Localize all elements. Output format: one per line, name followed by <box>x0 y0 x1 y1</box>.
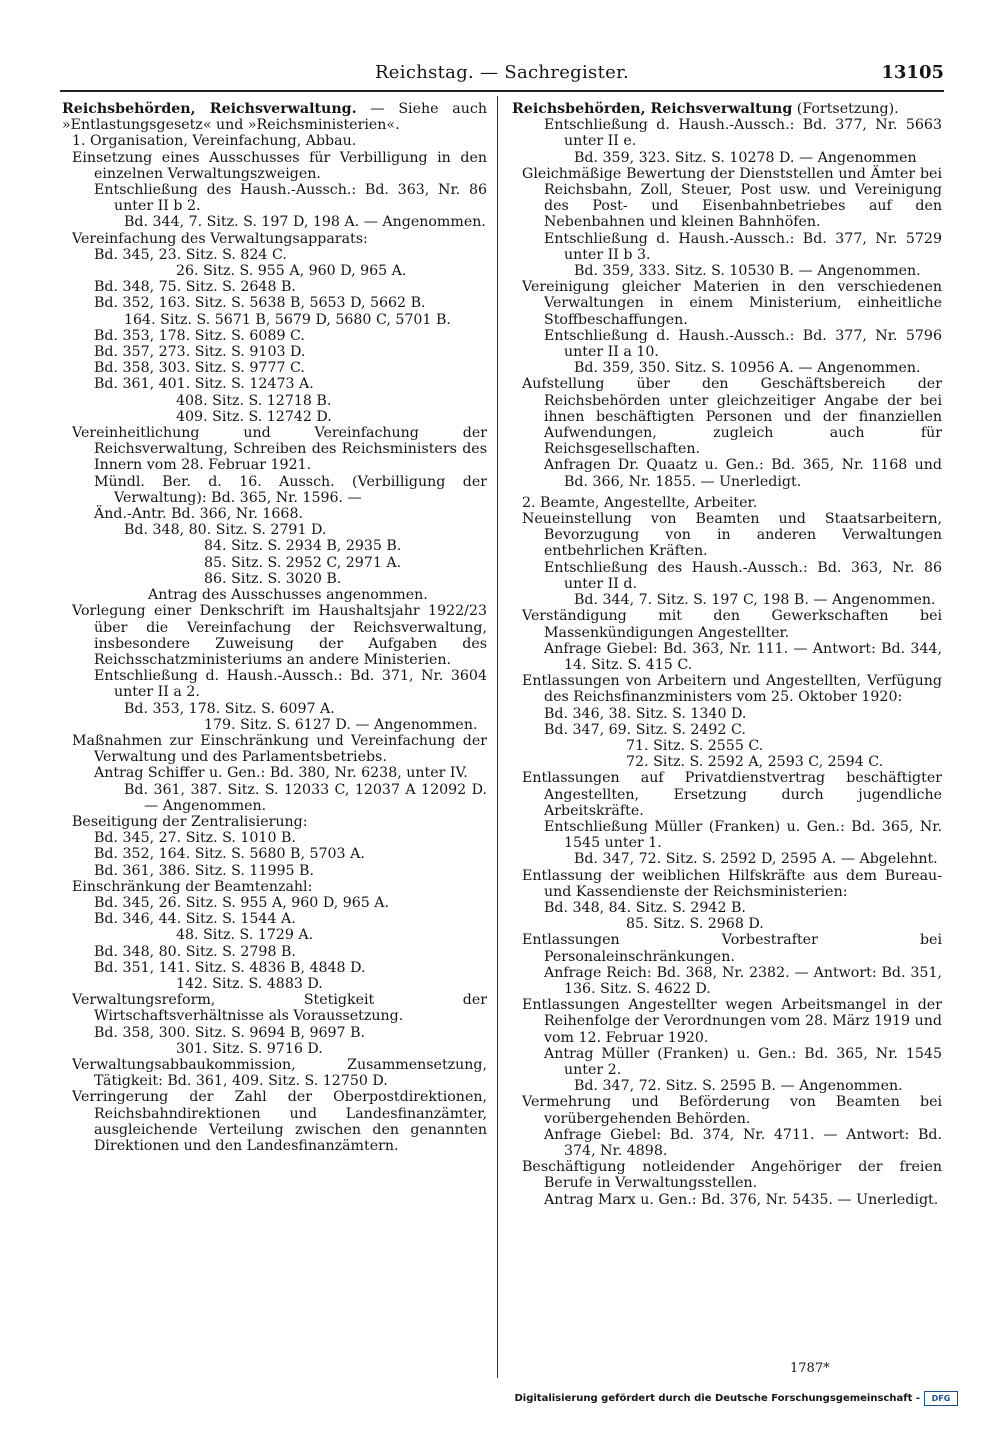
entry-text: Vereinfachung des Verwaltungsapparats: <box>72 230 368 247</box>
entry-text: Bd. 358, 303. Sitz. S. 9777 C. <box>94 360 305 377</box>
index-entry <box>62 879 487 895</box>
index-entry <box>62 846 487 862</box>
entry-text: Entlassungen von Arbeitern und Angestellten, Verfügung des Reichsfinanzministers vom 25. Oktober 1920: <box>522 673 942 706</box>
index-entry <box>62 1089 487 1154</box>
entry-text: Entschließung des Haush.-Aussch.: Bd. 363, Nr. 86 unter II b 2. <box>94 182 487 215</box>
entry-text: Bd. 359, 333. Sitz. S. 10530 B. — Angenommen. <box>574 263 921 280</box>
entry-text: Bd. 359, 350. Sitz. S. 10956 A. — Angenommen. <box>574 360 921 377</box>
index-entry <box>62 344 487 360</box>
entry-text: 2. Beamte, Angestellte, Arbeiter. <box>522 494 758 511</box>
index-entry <box>512 738 942 754</box>
entry-text: Antrag des Ausschusses angenommen. <box>148 587 428 604</box>
index-entry <box>62 668 487 700</box>
sheet-signature: 1787* <box>790 1361 830 1376</box>
index-entry <box>62 911 487 927</box>
entry-text: Bd. 345, 27. Sitz. S. 1010 B. <box>94 830 296 847</box>
digitization-credit <box>514 1391 958 1406</box>
index-entry <box>62 830 487 846</box>
entry-text: Bd. 353, 178. Sitz. S. 6089 C. <box>94 327 305 344</box>
page-number: 13105 <box>881 62 944 83</box>
column-divider <box>497 96 498 1378</box>
entry-text: Bd. 348, 80. Sitz. S. 2798 B. <box>94 943 296 960</box>
index-entry <box>62 976 487 992</box>
credit-text: Digitalisierung gefördert durch die Deutsche Forschungsgemeinschaft - <box>514 1393 920 1404</box>
index-entry <box>62 1041 487 1057</box>
index-entry <box>62 863 487 879</box>
entry-text: Beschäftigung notleidender Angehöriger der freien Berufe in Verwaltungsstellen. <box>522 1159 942 1192</box>
index-entry <box>512 560 942 592</box>
entry-text: Bd. 345, 26. Sitz. S. 955 A, 960 D, 965 A. <box>94 894 390 911</box>
entry-text: Vorlegung einer Denkschrift im Haushaltsjahr 1922/23 über die Vereinfachung der Reichsverwaltung, insbesondere Zuweisung der Aufgaben des Reichsschatzministeriums an andere Ministerien. <box>72 603 487 668</box>
index-entry <box>62 263 487 279</box>
index-entry <box>512 328 942 360</box>
entry-text: Entschließung d. Haush.-Aussch.: Bd. 377, Nr. 5663 unter II e. <box>544 117 942 150</box>
entry-text: Bd. 358, 300. Sitz. S. 9694 B, 9697 B. <box>94 1024 366 1041</box>
index-entry <box>512 1192 942 1208</box>
entry-text: Verwaltungsabbaukommission, Zusammensetzung, Tätigkeit: Bd. 361, 409. Sitz. S. 12750 D. <box>72 1056 487 1090</box>
entry-text: Mündl. Ber. d. 16. Aussch. (Verbilligung der Verwaltung): Bd. 365, Nr. 1596. — <box>94 473 487 506</box>
index-entry <box>512 231 942 263</box>
entry-text: Bd. 361, 387. Sitz. S. 12033 C, 12037 A 12092 D. — Angenommen. <box>124 781 487 814</box>
index-entry <box>512 900 942 916</box>
index-entry <box>512 997 942 1046</box>
entry-text: Beseitigung der Zentralisierung: <box>72 813 308 830</box>
index-entry <box>512 1094 942 1126</box>
index-entry <box>62 409 487 425</box>
index-entry <box>512 754 942 770</box>
index-entry <box>512 1159 942 1191</box>
entry-text: 164. Sitz. S. 5671 B, 5679 D, 5680 C, 5701 B. <box>124 311 451 328</box>
entry-text: Bd. 352, 163. Sitz. S. 5638 B, 5653 D, 5662 B. <box>94 295 426 312</box>
entry-text: 85. Sitz. S. 2952 C, 2971 A. <box>204 554 402 571</box>
entry-text: 84. Sitz. S. 2934 B, 2935 B. <box>204 538 402 555</box>
entry-text: Bd. 345, 23. Sitz. S. 824 C. <box>94 246 287 263</box>
right-column <box>512 101 942 1353</box>
index-entry <box>512 916 942 932</box>
entry-text: 1. Organisation, Vereinfachung, Abbau. <box>72 133 357 150</box>
index-entry <box>512 868 942 900</box>
index-entry <box>62 506 487 522</box>
entry-text: Bd. 357, 273. Sitz. S. 9103 D. <box>94 344 306 361</box>
entry-text: Änd.-Antr. Bd. 366, Nr. 1668. <box>94 506 303 523</box>
entry-text: 142. Sitz. S. 4883 D. <box>176 975 323 992</box>
index-entry <box>512 101 942 117</box>
index-entry <box>512 673 942 705</box>
index-entry <box>62 133 487 149</box>
index-entry <box>512 495 942 511</box>
index-entry <box>62 360 487 376</box>
entry-text: Anfrage Giebel: Bd. 374, Nr. 4711. — Antwort: Bd. 374, Nr. 4898. <box>544 1126 942 1159</box>
index-entry <box>512 360 942 376</box>
index-entry <box>62 701 487 717</box>
index-entry <box>512 932 942 964</box>
index-entry <box>62 474 487 506</box>
entry-text: Vermehrung und Beförderung von Beamten bei vorübergehenden Behörden. <box>522 1094 942 1127</box>
entry-text: Bd. 352, 164. Sitz. S. 5680 B, 5703 A. <box>94 846 365 863</box>
entry-text: Vereinheitlichung und Vereinfachung der Reichsverwaltung, Schreiben des Reichsministers des Innern vom 28. Februar 1921. <box>72 425 487 474</box>
index-entry <box>512 457 942 489</box>
entry-text: Bd. 348, 80. Sitz. S. 2791 D. <box>124 522 327 539</box>
index-entry <box>62 782 487 814</box>
entry-text: Anfragen Dr. Quaatz u. Gen.: Bd. 365, Nr. 1168 und Bd. 366, Nr. 1855. — Unerledigt. <box>544 457 942 490</box>
running-title: Reichstag. — Sachregister. <box>374 62 630 83</box>
index-entry <box>62 101 487 133</box>
entry-text: (Fortsetzung). <box>792 101 899 117</box>
entry-text: Verständigung mit den Gewerkschaften bei Massenkündigungen Angestellter. <box>522 608 942 641</box>
entry-text: Entschließung Müller (Franken) u. Gen.: Bd. 365, Nr. 1545 unter 1. <box>544 818 942 852</box>
index-entry <box>62 944 487 960</box>
header-rule <box>60 90 944 92</box>
entry-text: Antrag Müller (Franken) u. Gen.: Bd. 365, Nr. 1545 unter 2. <box>544 1045 942 1078</box>
entry-text: Entlassung der weiblichen Hilfskräfte aus dem Bureau- und Kassendienste der Reichsministerien: <box>522 867 942 900</box>
entry-text: 71. Sitz. S. 2555 C. <box>626 737 764 754</box>
entry-heading: Reichsbehörden, Reichsverwaltung. <box>62 101 357 117</box>
entry-text: Einsetzung eines Ausschusses für Verbilligung in den einzelnen Verwaltungszweigen. <box>72 149 487 182</box>
entry-text: Entschließung d. Haush.-Aussch.: Bd. 377, Nr. 5729 unter II b 3. <box>544 230 942 263</box>
index-entry <box>62 425 487 474</box>
index-entry <box>62 231 487 247</box>
entry-text: Vereinigung gleicher Materien in den verschiedenen Verwaltungen in einem Ministerium, einheitliche Stoffbeschaffungen. <box>522 279 942 328</box>
entry-text: Bd. 348, 75. Sitz. S. 2648 B. <box>94 279 296 296</box>
index-entry <box>62 603 487 668</box>
entry-text: 408. Sitz. S. 12718 B. <box>176 392 332 409</box>
index-entry <box>512 851 942 867</box>
index-entry <box>62 1057 487 1089</box>
left-column <box>62 101 487 1383</box>
entry-text: Einschränkung der Beamtenzahl: <box>72 878 313 895</box>
index-entry <box>512 819 942 851</box>
entry-heading: Reichsbehörden, Reichsverwaltung <box>512 101 793 117</box>
entry-text: 409. Sitz. S. 12742 D. <box>176 408 332 425</box>
index-entry <box>62 992 487 1024</box>
entry-text: Bd. 361, 401. Sitz. S. 12473 A. <box>94 376 314 393</box>
entry-text: Entschließung des Haush.-Aussch.: Bd. 363, Nr. 86 unter II d. <box>544 559 942 592</box>
index-entry <box>62 587 487 603</box>
entry-text: Anfrage Reich: Bd. 368, Nr. 2382. — Antwort: Bd. 351, 136. Sitz. S. 4622 D. <box>544 964 942 997</box>
entry-text: Bd. 344, 7. Sitz. S. 197 C, 198 B. — Angenommen. <box>574 592 936 609</box>
entry-text: Antrag Schiffer u. Gen.: Bd. 380, Nr. 6238, unter IV. <box>94 765 468 782</box>
index-entry <box>62 538 487 554</box>
index-entry <box>62 927 487 943</box>
entry-text: Bd. 344, 7. Sitz. S. 197 D, 198 A. — Angenommen. <box>124 214 486 231</box>
index-entry <box>512 1046 942 1078</box>
entry-text: 179. Sitz. S. 6127 D. — Angenommen. <box>204 716 478 733</box>
index-entry <box>512 376 942 457</box>
index-entry <box>512 722 942 738</box>
entry-text: — Siehe auch »Entlastungsgesetz« und »Reichsministerien«. <box>62 101 487 134</box>
entry-text: Bd. 361, 386. Sitz. S. 11995 B. <box>94 862 314 879</box>
entry-text: Bd. 347, 69. Sitz. S. 2492 C. <box>544 721 746 738</box>
index-entry <box>62 279 487 295</box>
index-entry <box>62 214 487 230</box>
entry-text: Bd. 359, 323. Sitz. S. 10278 D. — Angenommen <box>574 149 917 166</box>
index-entry <box>62 1025 487 1041</box>
dfg-logo-icon: DFG <box>924 1391 958 1406</box>
entry-text: 301. Sitz. S. 9716 D. <box>176 1040 323 1057</box>
entry-text: 85. Sitz. S. 2968 D. <box>626 916 764 933</box>
entry-text: Entlassungen Angestellter wegen Arbeitsmangel in der Reihenfolge der Verordnungen vom 28. März 1919 und vom 12. Februar 1920. <box>522 997 942 1046</box>
index-entry <box>62 765 487 781</box>
index-entry <box>512 608 942 640</box>
entry-text: Bd. 347, 72. Sitz. S. 2595 B. — Angenommen. <box>574 1078 903 1095</box>
index-entry <box>512 592 942 608</box>
index-entry <box>512 150 942 166</box>
index-entry <box>62 733 487 765</box>
index-entry <box>512 511 942 560</box>
index-entry <box>62 555 487 571</box>
entry-text: Entschließung d. Haush.-Aussch.: Bd. 377, Nr. 5796 unter II a 10. <box>544 327 942 361</box>
entry-text: Bd. 346, 44. Sitz. S. 1544 A. <box>94 911 296 928</box>
entry-text: Entschließung d. Haush.-Aussch.: Bd. 371, Nr. 3604 unter II a 2. <box>94 668 487 701</box>
index-entry <box>62 814 487 830</box>
entry-text: Verringerung der Zahl der Oberpostdirektionen, Reichsbahndirektionen und Landesfinanzämter, ausgleichende Verteilung zwischen den genannten Direktionen und den Landesfinanzämtern. <box>72 1089 487 1154</box>
entry-text: Gleichmäßige Bewertung der Dienststellen und Ämter bei Reichsbahn, Zoll, Steuer, Post usw. und Vereinigung des Post- und Eisenbahnbetriebes auf den Nebenbahnen und kleinen Bahnhöfen. <box>522 165 942 231</box>
entry-text: Verwaltungsreform, Stetigkeit der Wirtschaftsverhältnisse als Voraussetzung. <box>72 992 487 1025</box>
entry-text: Bd. 348, 84. Sitz. S. 2942 B. <box>544 899 746 916</box>
index-entry <box>62 150 487 182</box>
index-entry <box>62 522 487 538</box>
index-entry <box>512 117 942 149</box>
entry-text: Neueinstellung von Beamten und Staatsarbeitern, Bevorzugung von in anderen Verwaltungen entbehrlichen Kräften. <box>522 511 942 560</box>
entry-text: 86. Sitz. S. 3020 B. <box>204 570 342 587</box>
index-entry <box>62 393 487 409</box>
entry-text: Bd. 346, 38. Sitz. S. 1340 D. <box>544 705 747 722</box>
index-entry <box>512 1127 942 1159</box>
index-entry <box>62 717 487 733</box>
index-entry <box>512 1078 942 1094</box>
entry-text: 72. Sitz. S. 2592 A, 2593 C, 2594 C. <box>626 754 884 771</box>
entry-text: 48. Sitz. S. 1729 A. <box>176 927 314 944</box>
index-entry <box>62 895 487 911</box>
index-entry <box>62 182 487 214</box>
entry-text: Entlassungen Vorbestrafter bei Personaleinschränkungen. <box>522 932 942 965</box>
index-entry <box>62 328 487 344</box>
entry-text: Bd. 347, 72. Sitz. S. 2592 D, 2595 A. — Abgelehnt. <box>574 851 938 868</box>
index-entry <box>512 770 942 819</box>
index-entry <box>62 247 487 263</box>
page-header <box>60 56 944 88</box>
entry-text: Bd. 353, 178. Sitz. S. 6097 A. <box>124 700 335 717</box>
entry-text: Antrag Marx u. Gen.: Bd. 376, Nr. 5435. — Unerledigt. <box>544 1191 939 1208</box>
entry-text: Anfrage Giebel: Bd. 363, Nr. 111. — Antwort: Bd. 344, 14. Sitz. S. 415 C. <box>544 640 942 673</box>
index-entry <box>512 641 942 673</box>
index-entry <box>62 295 487 311</box>
index-entry <box>62 571 487 587</box>
entry-text: 26. Sitz. S. 955 A, 960 D, 965 A. <box>176 263 407 280</box>
entry-text: Bd. 351, 141. Sitz. S. 4836 B, 4848 D. <box>94 959 366 976</box>
index-entry <box>512 279 942 328</box>
entry-text: Aufstellung über den Geschäftsbereich der Reichsbehörden unter gleichzeitiger Angabe der bei ihnen beschäftigten Personen und der finanziellen Aufwendungen, zugleich auch für Reichsgesellschaften. <box>522 376 942 458</box>
index-entry <box>62 376 487 392</box>
index-entry <box>512 166 942 231</box>
index-entry <box>512 263 942 279</box>
index-entry <box>62 960 487 976</box>
index-entry <box>512 965 942 997</box>
entry-text: Maßnahmen zur Einschränkung und Vereinfachung der Verwaltung und des Parlamentsbetriebs. <box>72 732 487 766</box>
index-entry <box>512 706 942 722</box>
index-entry <box>62 312 487 328</box>
entry-text: Entlassungen auf Privatdienstvertrag beschäftigter Angestellten, Ersetzung durch jugendliche Arbeitskräfte. <box>522 770 942 819</box>
